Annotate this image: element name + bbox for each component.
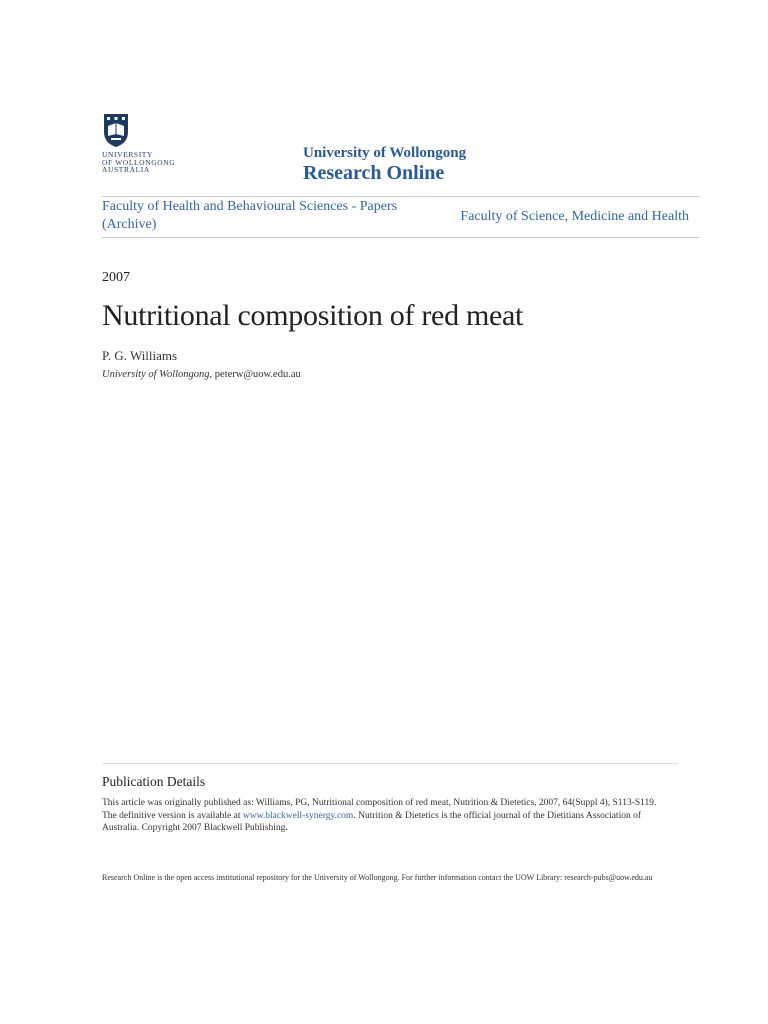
publisher-link[interactable]: www.blackwell-synergy.com — [242, 810, 354, 821]
logo-line-2: OF WOLLONGONG — [102, 157, 176, 167]
publication-details-divider — [102, 763, 678, 764]
university-logo — [102, 112, 212, 174]
publication-text-part-1: This article was originally published as: Williams, PG, Nutritional composition of red meat, Nutrition & Dietetics, 2007, 64(Suppl 4), S113-S119. The definitive version is available at — [102, 798, 657, 821]
collections-top-divider — [102, 196, 700, 197]
publication-year: 2007 — [102, 270, 130, 285]
footer-text: Research Online is the open access institutional repository for the University of Wollongong. For further information contact the UOW Library: — [102, 873, 565, 882]
brand-repository-name[interactable]: Research Online — [303, 162, 445, 184]
publication-text-part-2: . Nutrition & Dietetics is the official journal of the Dietitians Association of Australia. Copyright 2007 Blackwell Publishing. — [102, 810, 641, 833]
collection-link-health-behavioural-sciences[interactable]: Faculty of Health and Behavioural Sciences - Papers (Archive) — [102, 199, 398, 232]
affiliation-institution: University of Wollongong — [102, 369, 210, 380]
affiliation-email: , peterw@uow.edu.au — [209, 369, 301, 380]
logo-line-1: UNIVERSITY — [102, 150, 153, 159]
collection-link-science-medicine-health[interactable]: Faculty of Science, Medicine and Health — [460, 209, 689, 224]
brand-university-name[interactable]: University of Wollongong — [303, 145, 467, 161]
author-name: P. G. Williams — [102, 348, 178, 363]
collections-bottom-divider — [102, 237, 700, 238]
author-affiliation — [102, 369, 301, 380]
logo-wordmark — [102, 151, 212, 174]
repository-footer — [102, 872, 668, 883]
publication-details-text — [102, 797, 668, 835]
repository-brand[interactable] — [303, 145, 466, 184]
logo-line-3: AUSTRALIA — [102, 165, 150, 174]
paper-title: Nutritional composition of red meat — [102, 299, 524, 332]
crest-icon — [102, 112, 130, 148]
publication-details-heading: Publication Details — [102, 774, 206, 789]
footer-contact-email[interactable]: research-pubs@uow.edu.au — [564, 873, 653, 882]
